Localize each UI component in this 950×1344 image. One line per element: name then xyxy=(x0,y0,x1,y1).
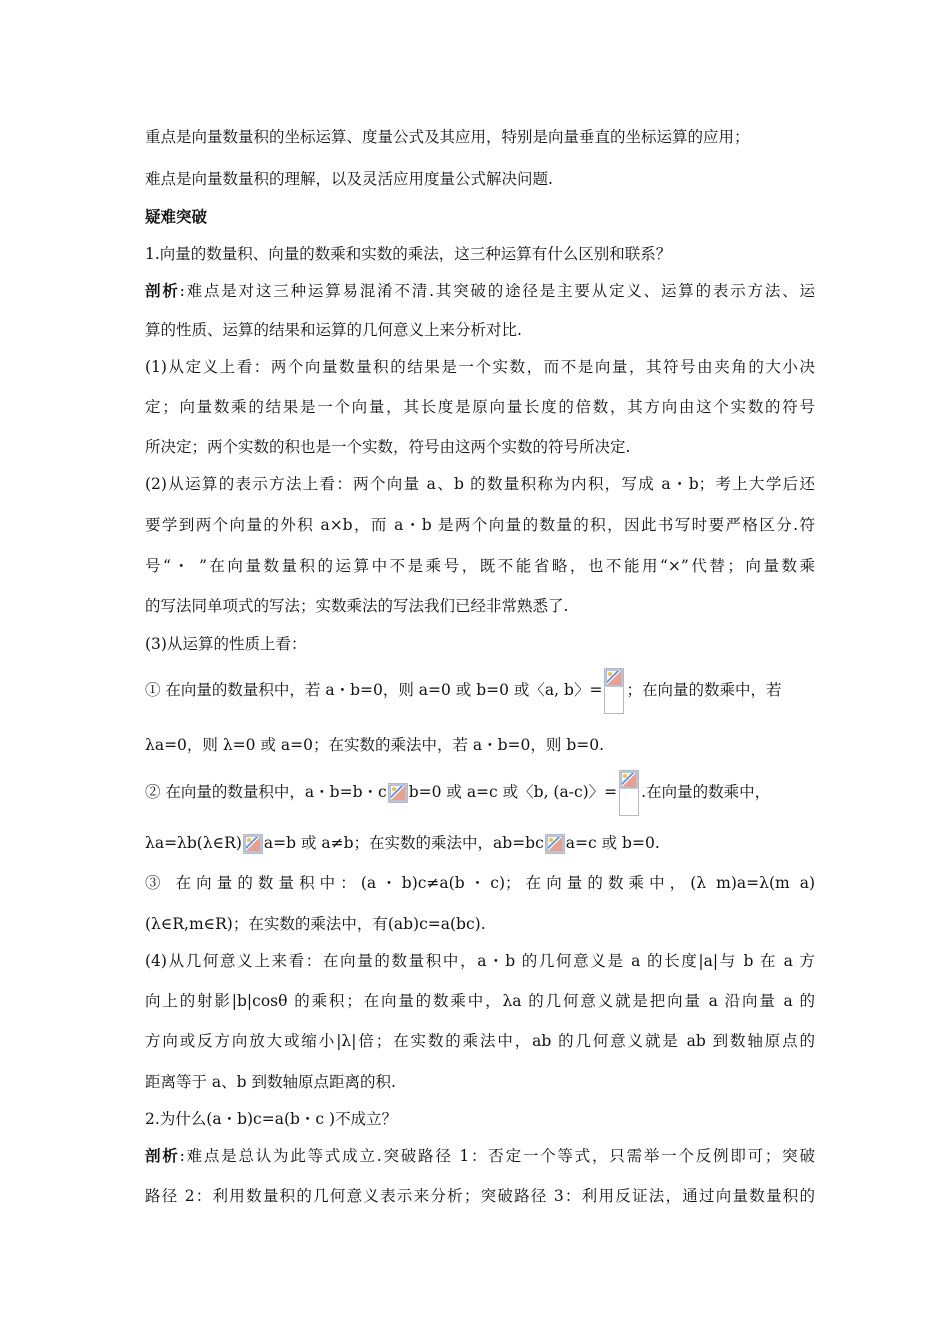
section-heading xyxy=(145,207,815,227)
answer-1-line-2 xyxy=(145,320,815,340)
point-4-text-4: 距离等于 a、b 到数轴原点距离的积. xyxy=(145,1073,396,1091)
point-2-text-2: 要学到两个向量的外积 a×b，而 a・b 是两个向量的数量的积，因此书写时要严格区分.符 xyxy=(145,516,815,534)
point-4-line-3 xyxy=(145,1031,815,1051)
item-1-text-b: ；在向量的数乘中，若 xyxy=(626,681,782,699)
point-2-text-1: (2)从运算的表示方法上看：两个向量 a、b 的数量积称为内积，写成 a・b；考上大学后还 xyxy=(145,475,815,493)
point-2-text-4: 的写法同单项式的写法；实数乘法的写法我们已经非常熟悉了. xyxy=(145,597,569,615)
point-1-text-2: 定；向量数乘的结果是一个向量，其长度是原向量长度的倍数，其方向由这个实数的符号 xyxy=(145,398,815,416)
item-2-text-e: a=b 或 a≠b；在实数的乘法中，ab=bc xyxy=(263,834,544,852)
item-2-text-c: .在向量的数乘中， xyxy=(641,783,771,801)
point-3-item-1-line-1 xyxy=(145,666,815,714)
item-1-text-a: ① 在向量的数量积中，若 a・b=0，则 a=0 或 b=0 或〈a, b〉= xyxy=(145,681,603,699)
point-3-item-2-line-1 xyxy=(145,768,815,816)
point-1-text-1: (1)从定义上看：两个向量数量积的结果是一个实数，而不是向量，其符号由夹角的大小决 xyxy=(145,358,815,376)
point-1-line-3 xyxy=(145,437,815,457)
broken-image-icon xyxy=(604,668,624,714)
point-4-line-2 xyxy=(145,991,815,1011)
answer-2-line-2 xyxy=(145,1186,815,1206)
point-2-line-3 xyxy=(145,556,815,576)
question-2 xyxy=(145,1109,815,1129)
answer-label: 剖析 xyxy=(145,282,180,300)
answer-2-text: :难点是总认为此等式成立.突破路径 1：否定一个等式，只需举一个反例即可；突破 xyxy=(179,1147,815,1165)
item-2-text-a: ② 在向量的数量积中，a・b=b・c xyxy=(145,783,387,801)
point-3-item-3-line-2 xyxy=(145,914,815,934)
point-1-line-1 xyxy=(145,357,815,377)
answer-label: 剖析 xyxy=(145,1147,180,1165)
point-2-line-2 xyxy=(145,515,815,535)
point-3-item-3-line-1 xyxy=(145,873,815,893)
point-2-text-3: 号“・ ”在向量数量积的运算中不是乘号，既不能省略，也不能用“×”代替；向量数乘 xyxy=(145,557,815,575)
answer-2-text-2: 路径 2：利用数量积的几何意义表示来分析；突破路径 3：利用反证法，通过向量数量积的 xyxy=(145,1187,815,1205)
broken-image-icon xyxy=(619,770,639,816)
point-4-text-3: 方向或反方向放大或缩小|λ|倍；在实数的乘法中，ab 的几何意义就是 ab 到数轴原点的 xyxy=(145,1032,815,1050)
point-3-text: (3)从运算的性质上看： xyxy=(145,635,307,653)
item-3-text-b: (λ∈R,m∈R)；在实数的乘法中，有(ab)c=a(bc). xyxy=(145,915,486,933)
broken-image-icon xyxy=(243,834,263,854)
point-4-line-1 xyxy=(145,951,815,971)
point-1-line-2 xyxy=(145,397,815,417)
point-3-intro xyxy=(145,634,815,654)
text-focus: 重点是向量数量积的坐标运算、度量公式及其应用，特别是向量垂直的坐标运算的应用； xyxy=(145,128,750,146)
point-2-line-4 xyxy=(145,596,815,616)
question-2-text: 2.为什么(a・b)c=a(b・c )不成立？ xyxy=(145,1110,398,1128)
text-difficulty: 难点是向量数量积的理解，以及灵活应用度量公式解决问题. xyxy=(145,170,553,188)
point-2-line-1 xyxy=(145,474,815,494)
item-2-text-d: λa=λb(λ∈R) xyxy=(145,834,242,852)
broken-image-icon xyxy=(388,783,408,803)
point-3-item-1-line-2 xyxy=(145,735,815,755)
point-4-text-2: 向上的射影|b|cosθ 的乘积；在向量的数乘中，λa 的几何意义就是把向量 a 沿向量 a 的 xyxy=(145,992,815,1010)
point-3-item-2-line-2 xyxy=(145,833,815,854)
item-2-text-f: a=c 或 b=0. xyxy=(565,834,660,852)
point-4-line-4 xyxy=(145,1072,815,1092)
item-2-text-b: b=0 或 a=c 或〈b, (a-c)〉= xyxy=(408,783,618,801)
paragraph-difficulty xyxy=(145,169,815,189)
answer-1-text: :难点是对这三种运算易混淆不清.其突破的途径是主要从定义、运算的表示方法、运 xyxy=(179,282,815,300)
point-4-text-1: (4)从几何意义上来看：在向量的数量积中，a・b 的几何意义是 a 的长度|a|与 b 在 a 方 xyxy=(145,952,815,970)
answer-2-line-1 xyxy=(145,1146,815,1166)
answer-1-text-2: 算的性质、运算的结果和运算的几何意义上来分析对比. xyxy=(145,321,522,339)
question-1-text: 1.向量的数量积、向量的数乘和实数的乘法，这三种运算有什么区别和联系？ xyxy=(145,245,672,263)
heading-text: 疑难突破 xyxy=(145,208,208,226)
answer-1-line-1 xyxy=(145,281,815,301)
item-3-text-a: ③ 在向量的数量积中：(a・b)c≠a(b・c)；在向量的数乘中，(λ m)a=λ(m a) xyxy=(145,874,815,892)
paragraph-focus xyxy=(145,127,815,147)
item-1-text-c: λa=0，则 λ=0 或 a=0；在实数的乘法中，若 a・b=0，则 b=0. xyxy=(145,736,605,754)
broken-image-icon xyxy=(545,834,565,854)
question-1 xyxy=(145,244,815,264)
point-1-text-3: 所决定；两个实数的积也是一个实数，符号由这两个实数的符号所决定. xyxy=(145,438,631,456)
